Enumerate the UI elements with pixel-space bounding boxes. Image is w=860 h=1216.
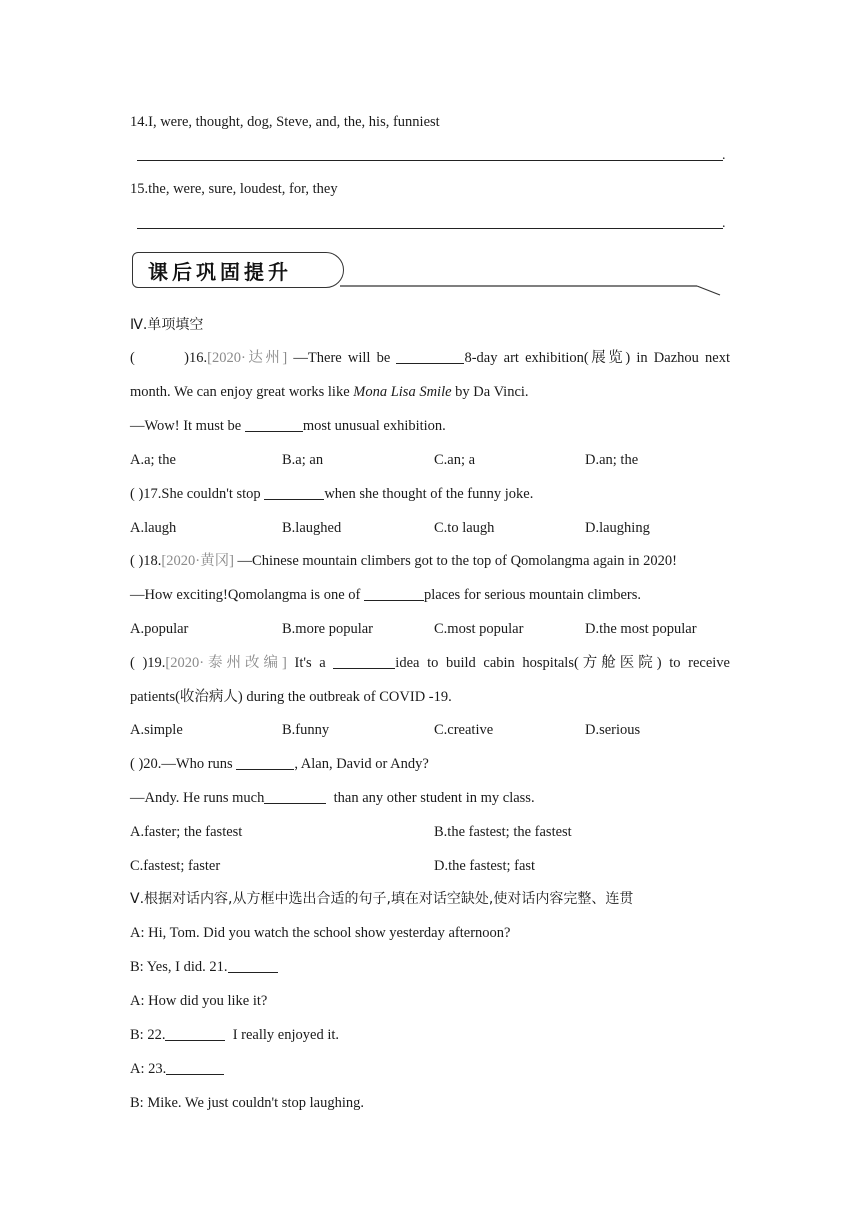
q16-option-b[interactable]: B.a; an [282,452,324,468]
q16-line2-b: by Da Vinci. [451,384,529,400]
question-14-words: 14.I, were, thought, dog, Steve, and, the, his, funniest [130,114,440,130]
q17-option-c[interactable]: C.to laugh [434,520,495,536]
section-5-heading: Ⅴ.根据对话内容,从方框中选出合适的句子,填在对话空缺处,使对话内容完整、连贯 [130,891,634,907]
q19-option-d[interactable]: D.serious [585,722,641,738]
q16-source: [2020·达州] [207,350,288,366]
q18-line2-a: —How exciting!Qomolangma is one of [130,587,361,603]
question-17 [130,485,533,503]
q17-suffix: when she thought of the funny joke. [324,486,534,502]
q19-option-a[interactable]: A.simple [130,722,183,738]
q18-option-b[interactable]: B.more popular [282,621,374,637]
blank-23[interactable] [166,1060,224,1075]
question-16-line-2 [130,383,529,401]
q17-blank[interactable] [264,485,324,500]
q17-option-b[interactable]: B.laughed [282,520,342,536]
q20-line2-a: —Andy. He runs much [130,790,265,806]
q20-prefix: ( )20.—Who runs [130,756,233,772]
answer-line-14[interactable] [137,160,723,161]
dialogue-line-4-text: B: 22. [130,1027,166,1043]
q16-text-a: —There will be [293,350,391,366]
q20-suffix: , Alan, David or Andy? [294,756,429,772]
q20-option-c[interactable]: C.fastest; faster [130,858,221,874]
q16-number: )16. [184,350,208,366]
dialogue-line-5-text: A: 23. [130,1061,167,1077]
q16-line3-a: —Wow! It must be [130,418,242,434]
dialogue-line-4 [130,1026,339,1044]
q16-line2-a: month. We can enjoy great works like [130,384,354,400]
section-banner [132,250,722,300]
q19-line1-a: It's a [286,655,326,671]
q20-option-b[interactable]: B.the fastest; the fastest [434,824,572,840]
q18-prefix: ( )18. [130,553,162,569]
question-18-line-1 [130,552,677,570]
question-16-line-1 [130,349,730,367]
question-20-line-2 [130,789,535,807]
q19-source: [2020·泰州改编] [165,655,287,671]
dialogue-line-2-text: B: Yes, I did. 21. [130,959,228,975]
question-19-line-2: patients(收治病人) during the outbreak of COVID -19. [130,689,452,705]
question-18-line-2 [130,586,641,604]
q19-option-b[interactable]: B.funny [282,722,330,738]
dialogue-line-1: A: Hi, Tom. Did you watch the school show yesterday afternoon? [130,925,511,941]
answer-line-15[interactable] [137,228,723,229]
answer-period-15: . [722,216,726,231]
q16-line3-b: most unusual exhibition. [302,418,446,434]
q16-line2-italic: Mona Lisa Smile [353,384,452,400]
question-19-line-1 [130,654,730,672]
blank-21[interactable] [228,958,278,973]
q20-blank-1[interactable] [236,755,294,770]
q19-option-c[interactable]: C.creative [434,722,494,738]
section-4-heading: Ⅳ.单项填空 [130,317,204,333]
question-20-line-1 [130,755,429,773]
q18-option-d[interactable]: D.the most popular [585,621,697,637]
q20-blank-2[interactable] [264,789,326,804]
q17-prefix: ( )17.She couldn't stop [130,486,261,502]
q20-line2-b: than any other student in my class. [333,790,535,806]
q17-option-a[interactable]: A.laugh [130,520,177,536]
q18-option-c[interactable]: C.most popular [434,621,524,637]
question-15-words: 15.the, were, sure, loudest, for, they [130,181,338,197]
q16-text-b: 8-day art exhibition(展览) in Dazhou next [464,350,731,366]
answer-period-14: . [722,148,726,163]
q16-option-c[interactable]: C.an; a [434,452,476,468]
dialogue-line-5 [130,1060,224,1078]
dialogue-line-3: A: How did you like it? [130,993,268,1009]
q18-line2-b: places for serious mountain climbers. [423,587,642,603]
q16-paren-open: ( [130,350,135,366]
dialogue-line-2 [130,958,278,976]
q18-option-a[interactable]: A.popular [130,621,189,637]
q16-option-a[interactable]: A.a; the [130,452,176,468]
q19-line1-b: idea to build cabin hospitals(方舱医院) to receive [395,655,730,671]
banner-title: 课后巩固提升 [148,260,292,284]
q16-option-d[interactable]: D.an; the [585,452,639,468]
q18-line1: —Chinese mountain climbers got to the top of Qomolangma again in 2020! [233,553,677,569]
dialogue-line-6: B: Mike. We just couldn't stop laughing. [130,1095,364,1111]
q20-option-a[interactable]: A.faster; the fastest [130,824,243,840]
q19-prefix: ( )19. [130,655,166,671]
q16-blank-1[interactable] [396,349,464,364]
q20-option-d[interactable]: D.the fastest; fast [434,858,536,874]
dialogue-line-4-tail: I really enjoyed it. [232,1027,339,1043]
q19-blank[interactable] [333,654,395,669]
question-16-line-3 [130,417,446,435]
blank-22[interactable] [165,1026,225,1041]
q18-blank[interactable] [364,586,424,601]
q16-blank-2[interactable] [245,417,303,432]
q17-option-d[interactable]: D.laughing [585,520,650,536]
q18-source: [2020·黄冈] [161,553,234,569]
